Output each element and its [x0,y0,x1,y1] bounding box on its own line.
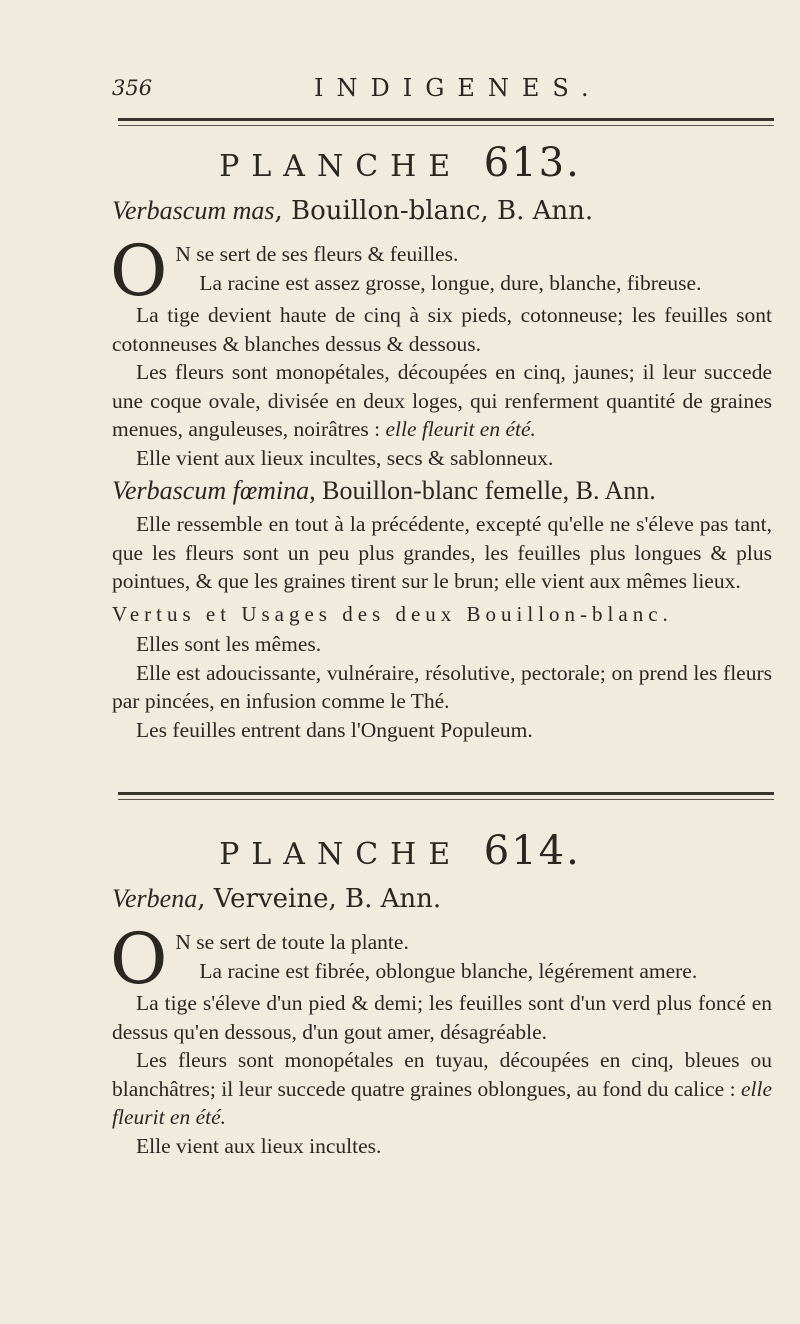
plate-title [0,140,800,186]
plate-title-number: 613. [483,140,581,186]
species-latin-name: Verbascum mas [112,196,275,225]
flowering-note: elle fleurit en été. [112,1076,772,1129]
paragraph: Les feuilles entrent dans l'Onguent Populeum. [136,717,533,742]
species-common-name: , Verveine, B. Ann. [197,884,442,914]
paragraph: Elle ressemble en tout à la précédente, excepté qu'elle ne s'éleve pas tant, que les fleurs sont un peu plus grandes, les feuilles plus longues & plus pointues, & que les graines tirent sur le brun; elle vient aux mêmes lieux. [112,512,772,593]
plate-text-body [110,230,772,744]
species-common-name: , Bouillon-blanc femelle, B. Ann. [309,476,656,505]
section-heading: Vertus et Usages des deux Bouillon-blanc. [112,601,673,626]
paragraph: Les fleurs sont monopétales en tuyau, découpées en cinq, bleues ou blanchâtres; il leur succede quatre graines oblongues, au fond du calice : elle fleurit en été. [112,1048,772,1129]
paragraph: La racine est fibrée, oblongue blanche, légérement amere. [199,958,698,983]
page-number: 356 [112,76,153,100]
species-latin-name: Verbascum fœmina [112,476,310,505]
running-title: INDIGENES. [314,74,602,102]
paragraph: O N se sert de toute la plante. [110,918,409,1000]
plate-title-word: PLANCHE [219,837,463,872]
flowering-note: elle fleurit en été. [385,417,536,441]
paragraph: Les fleurs sont monopétales, découpées en cinq, jaunes; il leur succede une coque ovale, divisée en deux loges, qui renferment quantité de graines menues, anguleuses, noirâtres : elle fleurit en été. [112,360,772,441]
page-header [112,74,772,114]
species-heading [112,196,772,226]
plate-title-word: PLANCHE [219,149,463,184]
paragraph: O N se sert de ses fleurs & feuilles. [110,230,459,312]
paragraph: La tige devient haute de cinq à six pieds, cotonneuse; les feuilles sont cotonneuses & blanches dessus & dessous. [112,303,772,356]
drop-cap: O [110,230,168,312]
species-common-name: , Bouillon-blanc, B. Ann. [274,196,594,226]
drop-cap: O [110,918,168,1000]
paragraph: La tige s'éleve d'un pied & demi; les feuilles sont d'un verd plus foncé en dessus qu'en dessous, d'un gout amer, désagréable. [112,991,772,1044]
plate-title [0,828,800,874]
ornamental-rule [118,792,774,800]
paragraph: Elles sont les mêmes. [136,632,322,656]
plate-text-body [110,918,772,1160]
ornamental-rule [118,118,774,126]
paragraph: Elle vient aux lieux incultes. [136,1133,382,1158]
paragraph: Elle vient aux lieux incultes, secs & sablonneux. [136,445,554,470]
species-heading [112,884,772,914]
species-heading [112,472,772,510]
paragraph: Elle est adoucissante, vulnéraire, résolutive, pectorale; on prend les fleurs par pincées, en infusion comme le Thé. [112,660,772,713]
plate-title-number: 614. [483,828,581,874]
species-latin-name: Verbena [112,884,198,913]
paragraph: La racine est assez grosse, longue, dure, blanche, fibreuse. [199,270,702,295]
